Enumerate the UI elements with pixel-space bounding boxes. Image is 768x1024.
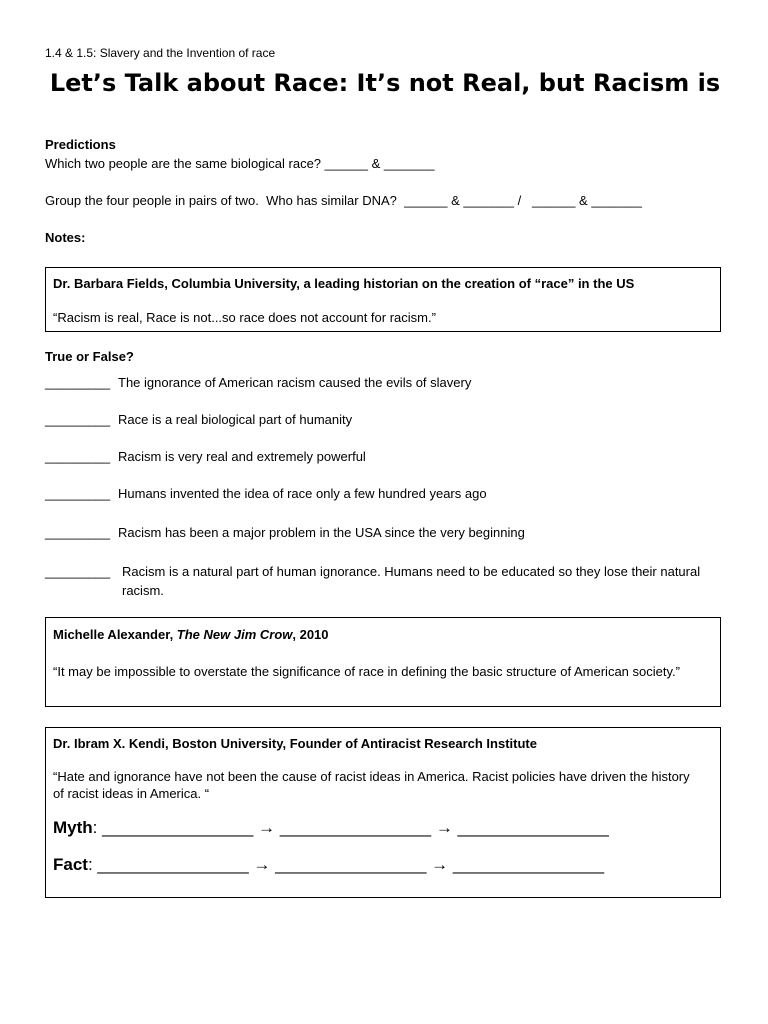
answer-blank: _________ (45, 564, 111, 579)
quote-box-fields (45, 267, 721, 332)
statement: Racism is a natural part of human ignorance. Humans need to be educated so they lose their natural racism. (122, 564, 701, 598)
myth-label: Myth (53, 818, 93, 837)
answer-blank: _________ (45, 525, 111, 540)
book-title: The New Jim Crow (176, 627, 293, 642)
prediction-question-2: Group the four people in pairs of two. Who has similar DNA? ______ & _______ / ______ & _______ (45, 193, 642, 208)
answer-blank: _________ (45, 449, 111, 464)
notes-heading: Notes: (45, 230, 86, 245)
statement: Racism is very real and extremely powerful (118, 449, 366, 464)
answer-blank: _________ (45, 412, 111, 427)
answer-blank: _________ (45, 486, 111, 501)
true-false-heading: True or False? (45, 349, 134, 364)
true-false-item (45, 375, 471, 390)
statement: Racism has been a major problem in the USA since the very beginning (118, 525, 525, 540)
answer-blank: _________ (45, 375, 111, 390)
quote-source: Dr. Barbara Fields, Columbia University, a leading historian on the creation of “race” in the US (53, 276, 635, 291)
statement: Humans invented the idea of race only a few hundred years ago (118, 486, 487, 501)
quote-box-kendi (45, 727, 721, 898)
fact-blanks: : ________________ → ________________ → ________________ (87, 855, 605, 874)
fact-label: Fact (53, 855, 88, 874)
quote-text: “Hate and ignorance have not been the cause of racist ideas in America. Racist policies have driven the history of racist ideas in America. “ (53, 769, 690, 801)
prediction-question-1: Which two people are the same biological race? ______ & _______ (45, 156, 435, 171)
quote-text: “Racism is real, Race is not...so race does not account for racism.” (53, 310, 436, 325)
myth-blanks: : ________________ → ________________ → ________________ (92, 818, 609, 837)
statement: Race is a real biological part of humanity (118, 412, 353, 427)
true-false-item (45, 562, 705, 600)
true-false-item (45, 449, 366, 464)
quote-source: Dr. Ibram X. Kendi, Boston University, Founder of Antiracist Research Institute (53, 736, 537, 751)
myth-row (53, 818, 609, 838)
quote-text: “It may be impossible to overstate the significance of race in defining the basic structure of American society.” (53, 664, 680, 679)
true-false-item (45, 412, 352, 427)
publication-year: , 2010 (292, 627, 329, 642)
fact-row (53, 855, 604, 875)
author-name: Michelle Alexander, (53, 627, 177, 642)
page-title: Let’s Talk about Race: It’s not Real, but Racism is (49, 69, 721, 97)
predictions-heading: Predictions (45, 137, 116, 152)
true-false-item (45, 486, 487, 501)
quote-source (53, 627, 329, 642)
statement: The ignorance of American racism caused the evils of slavery (118, 375, 472, 390)
lesson-label: 1.4 & 1.5: Slavery and the Invention of race (45, 46, 276, 60)
quote-box-alexander (45, 617, 721, 707)
true-false-item (45, 525, 525, 540)
